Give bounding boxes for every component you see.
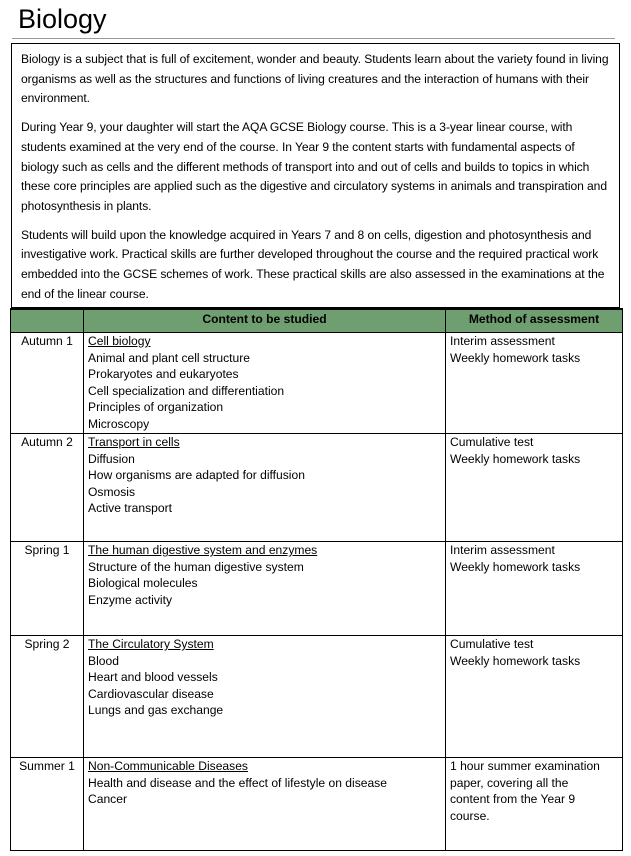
assessment-cell (446, 434, 623, 542)
topic-title: Cell biology (88, 334, 151, 348)
content-item: Heart and blood vessels (88, 670, 218, 685)
content-item: Lungs and gas exchange (88, 703, 224, 718)
assessment-cell (446, 542, 623, 636)
content-item: Blood (88, 653, 119, 668)
assessment-column-header: Method of assessment (446, 309, 623, 333)
term-cell: Spring 1 (11, 542, 84, 636)
content-item: Enzyme activity (88, 592, 173, 607)
content-cell (84, 434, 446, 542)
intro-paragraph: Biology is a subject that is full of excitement, wonder and beauty. Students learn about the variety found in living organisms as well as the structures and functions of living creatures and the interaction of humans with their environment. (21, 52, 609, 106)
intro-paragraph: Students will build upon the knowledge acquired in Years 7 and 8 on cells, digestion and photosynthesis and investigative work. Practical skills are further developed throughout the course and the required practical work embedded into the GCSE schemes of work. These practical skills are also assessed in the examinations at the end of the linear course. (21, 227, 605, 301)
topic-title: Transport in cells (88, 435, 180, 449)
content-cell (84, 636, 446, 758)
topic-title: Non-Communicable Diseases (88, 759, 248, 773)
assessment-item: Weekly homework tasks (450, 559, 581, 574)
content-item: How organisms are adapted for diffusion (88, 468, 305, 483)
assessment-item: Cumulative test (450, 637, 534, 651)
assessment-item: paper, covering all the (450, 775, 569, 790)
assessment-cell (446, 758, 623, 851)
content-item: Microscopy (88, 416, 150, 431)
term-column-header (11, 309, 84, 333)
table-row (11, 333, 623, 434)
topic-title: The Circulatory System (88, 637, 214, 651)
table-row (11, 542, 623, 636)
assessment-item: Weekly homework tasks (450, 653, 581, 668)
table-row (11, 434, 623, 542)
content-item: Cell specialization and differentiation (88, 383, 285, 398)
assessment-item: course. (450, 808, 490, 823)
page-title: Biology (18, 4, 107, 34)
term-cell: Spring 2 (11, 636, 84, 758)
content-cell (84, 542, 446, 636)
assessment-cell (446, 636, 623, 758)
assessment-item: Interim assessment (450, 543, 555, 557)
assessment-item: 1 hour summer examination (450, 759, 600, 773)
content-item: Prokaryotes and eukaryotes (88, 367, 239, 382)
table-header-row (11, 309, 623, 333)
content-item: Biological molecules (88, 576, 198, 591)
topic-title: The human digestive system and enzymes (88, 543, 318, 557)
content-item: Active transport (88, 501, 173, 516)
term-cell: Autumn 2 (11, 434, 84, 542)
content-cell (84, 758, 446, 851)
content-item: Cancer (88, 792, 127, 807)
assessment-item: Cumulative test (450, 435, 534, 449)
assessment-item: Weekly homework tasks (450, 451, 581, 466)
title-divider (12, 38, 615, 39)
content-item: Health and disease and the effect of lifestyle on disease (88, 775, 387, 790)
content-column-header: Content to be studied (84, 309, 446, 333)
content-item: Cardiovascular disease (88, 686, 214, 701)
content-item: Animal and plant cell structure (88, 350, 251, 365)
content-item: Principles of organization (88, 400, 224, 415)
term-cell: Autumn 1 (11, 333, 84, 434)
curriculum-table (10, 308, 623, 851)
intro-box (11, 43, 620, 308)
intro-paragraph: During Year 9, your daughter will start the AQA GCSE Biology course. This is a 3-year linear course, with students examined at the very end of the course. In Year 9 the content starts with fundamental aspects of biology such as cells and the different methods of transport into and out of cells and builds to topics in which these core principles are applied such as the digestive and circulatory systems in animals and transpiration and photosynthesis in plants. (21, 120, 607, 213)
content-item: Structure of the human digestive system (88, 559, 304, 574)
table-row (11, 758, 623, 851)
assessment-item: Interim assessment (450, 334, 555, 348)
assessment-cell (446, 333, 623, 434)
content-cell (84, 333, 446, 434)
assessment-item: Weekly homework tasks (450, 350, 581, 365)
table-row (11, 636, 623, 758)
term-cell: Summer 1 (11, 758, 84, 851)
content-item: Osmosis (88, 484, 136, 499)
assessment-item: content from the Year 9 (450, 792, 576, 807)
content-item: Diffusion (88, 451, 135, 466)
